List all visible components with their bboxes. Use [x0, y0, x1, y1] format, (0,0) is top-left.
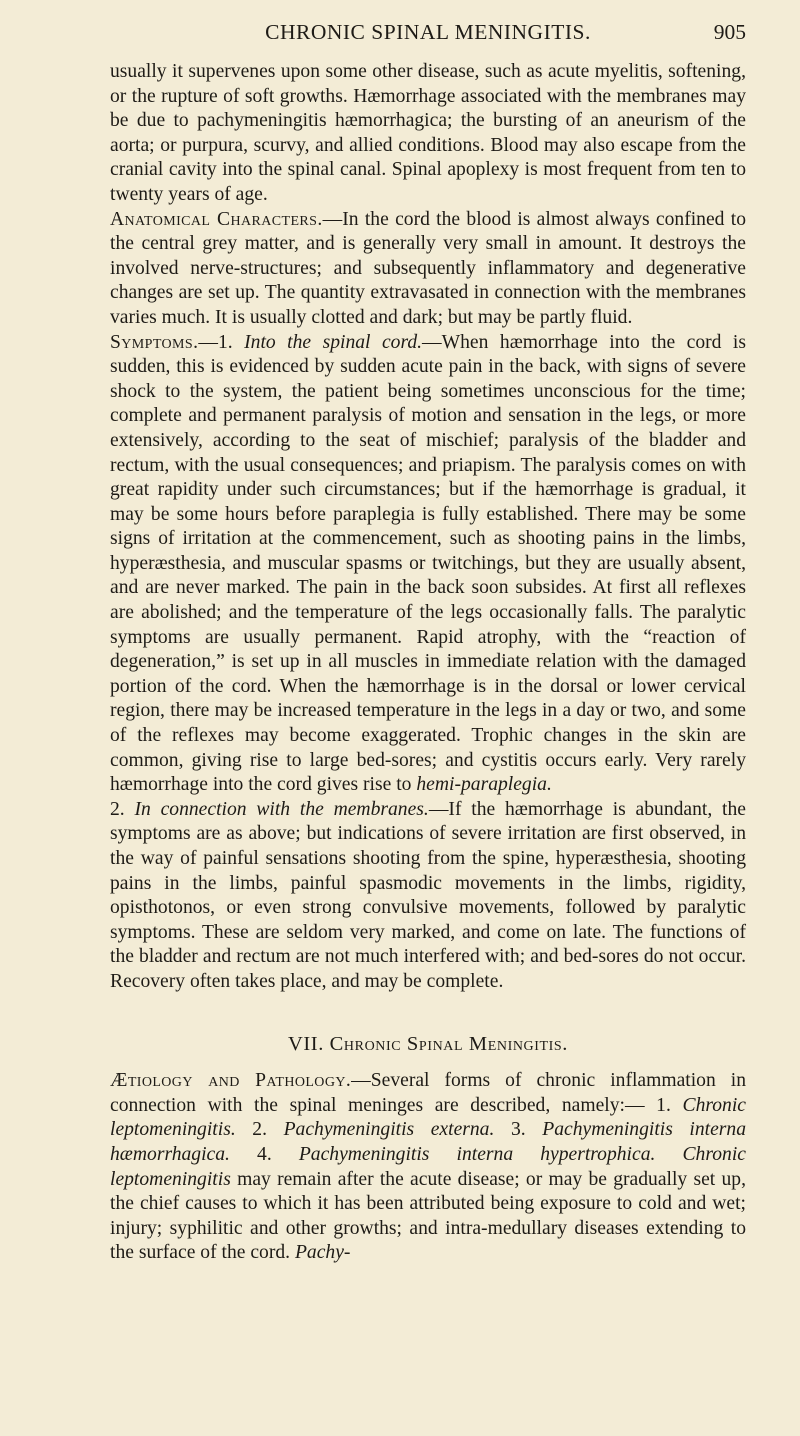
- paragraph-text: —When hæmorrhage into the cord is sudden, this is evidenced by sudden acute pain in the back, with signs of severe shock to the system, the patient being sometimes unconscious for the time; complete and permanent paralysis of motion and sensation in the legs, or more extensively, according to the seat of mischief; paralysis of the bladder and rectum, with the usual consequences; and priapism. The paralysis comes on with great rapidity under such circumstances; but if the hæmorrhage is gradual, it may be some hours before paraplegia is fully established. There may be some signs of irritation at the commencement, such as shooting pains in the limbs, hyperæsthesia, and muscular spasms or twitchings, but they are usually absent, and are never marked. The pain in the back soon subsides. At first all reflexes are abolished; and the temperature of the legs occasionally falls. The paralytic symptoms are usually permanent. Rapid atrophy, with the “reaction of degeneration,” is set up in all muscles in immediate relation with the damaged portion of the cord. When the hæmorrhage is in the dorsal or lower cervical region, there may be increased temperature in the legs in a day or two, and some of the reflexes may become exaggerated. Trophic changes in the skin are common, giving rise to large bed-sores; and cystitis occurs early. Very rarely hæmorrhage into the cord gives rise to: [110, 331, 746, 796]
- running-title: CHRONIC SPINAL MENINGITIS.: [265, 20, 591, 44]
- paragraph-membranes: [110, 798, 746, 995]
- paragraph-text: —In the cord the blood is almost always confined to the central grey matter, and is generally very small in amount. It destroys the involved nerve-structures; and subsequently inflammatory and degenerative changes are set up. The quantity extravasated in connection with the membranes varies much. It is usually clotted and dark; but may be partly fluid.: [110, 208, 746, 328]
- paragraph-anatomical-characters: [110, 208, 746, 331]
- term-italic: Pachymeningitis interna hypertrophica. Chronic leptomeningitis: [110, 1143, 746, 1190]
- paragraph-text: usually it supervenes upon some other disease, such as acute myelitis, softening, or the rupture of soft growths. Hæmorrhage associated with the membranes may be due to pachymeningitis hæmorrhagica; the bursting of an aneurism of the aorta; or purpura, scurvy, and allied conditions. Blood may also escape from the cranial cavity into the spinal canal. Spinal apoplexy is most frequent from ten to twenty years of age.: [110, 61, 746, 205]
- paragraph-aetiology: [110, 1069, 746, 1266]
- list-number: —1.: [198, 331, 245, 353]
- term-italic: Chronic leptomeningitis.: [110, 1094, 746, 1141]
- running-head: [110, 0, 746, 60]
- page-number: 905: [713, 20, 746, 44]
- subheading-italic: In connection with the membranes.: [134, 798, 429, 820]
- term-italic: hemi-paraplegia.: [416, 774, 552, 796]
- paragraph-label: Ætiology and Pathology.: [110, 1070, 352, 1092]
- list-number: 2.: [110, 798, 135, 820]
- term-italic: Pachymeningitis externa.: [283, 1119, 495, 1141]
- paragraph-text: may remain after the acute disease; or may be gradually set up, the chief causes to which it has been attributed being exposure to cold and wet; injury; syphilitic and other growths; and intra-medullary diseases extending to the surface of the cord.: [110, 1168, 746, 1264]
- section-heading: VII. Chronic Spinal Meningitis.: [287, 1032, 569, 1055]
- term-italic: Pachymeningitis interna hæmorrhagica.: [110, 1119, 746, 1165]
- paragraph-continuation: [110, 60, 746, 208]
- paragraph-text: —If the hæmorrhage is abundant, the symptoms are as above; but indications of severe irritation are first observed, in the way of painful sensations shooting from the spine, hyperæsthesia, shooting pains in the limbs, painful spasmodic movements in the limbs, rigidity, opisthotonos, or even strong convulsive movements, followed by paralytic symptoms. These are seldom very marked, and come on late. The functions of the bladder and rectum are not much interfered with; and bed-sores do not occur. Recovery often takes place, and may be complete.: [110, 798, 746, 992]
- subheading-italic: Into the spinal cord.: [244, 331, 423, 353]
- body-text: [110, 60, 746, 1266]
- paragraph-label: Anatomical Characters.: [110, 208, 323, 230]
- term-italic: Pachy-: [294, 1242, 351, 1264]
- paragraph-symptoms: [110, 331, 746, 798]
- paragraph-text: 3.: [494, 1119, 543, 1141]
- paragraph-label: Symptoms.: [110, 331, 199, 353]
- paragraph-text: 4.: [229, 1143, 299, 1165]
- paragraph-text: 2.: [235, 1119, 284, 1141]
- paragraph-text: —Several forms of chronic inflammation in connection with the spinal meninges are described, namely:— 1.: [110, 1070, 746, 1116]
